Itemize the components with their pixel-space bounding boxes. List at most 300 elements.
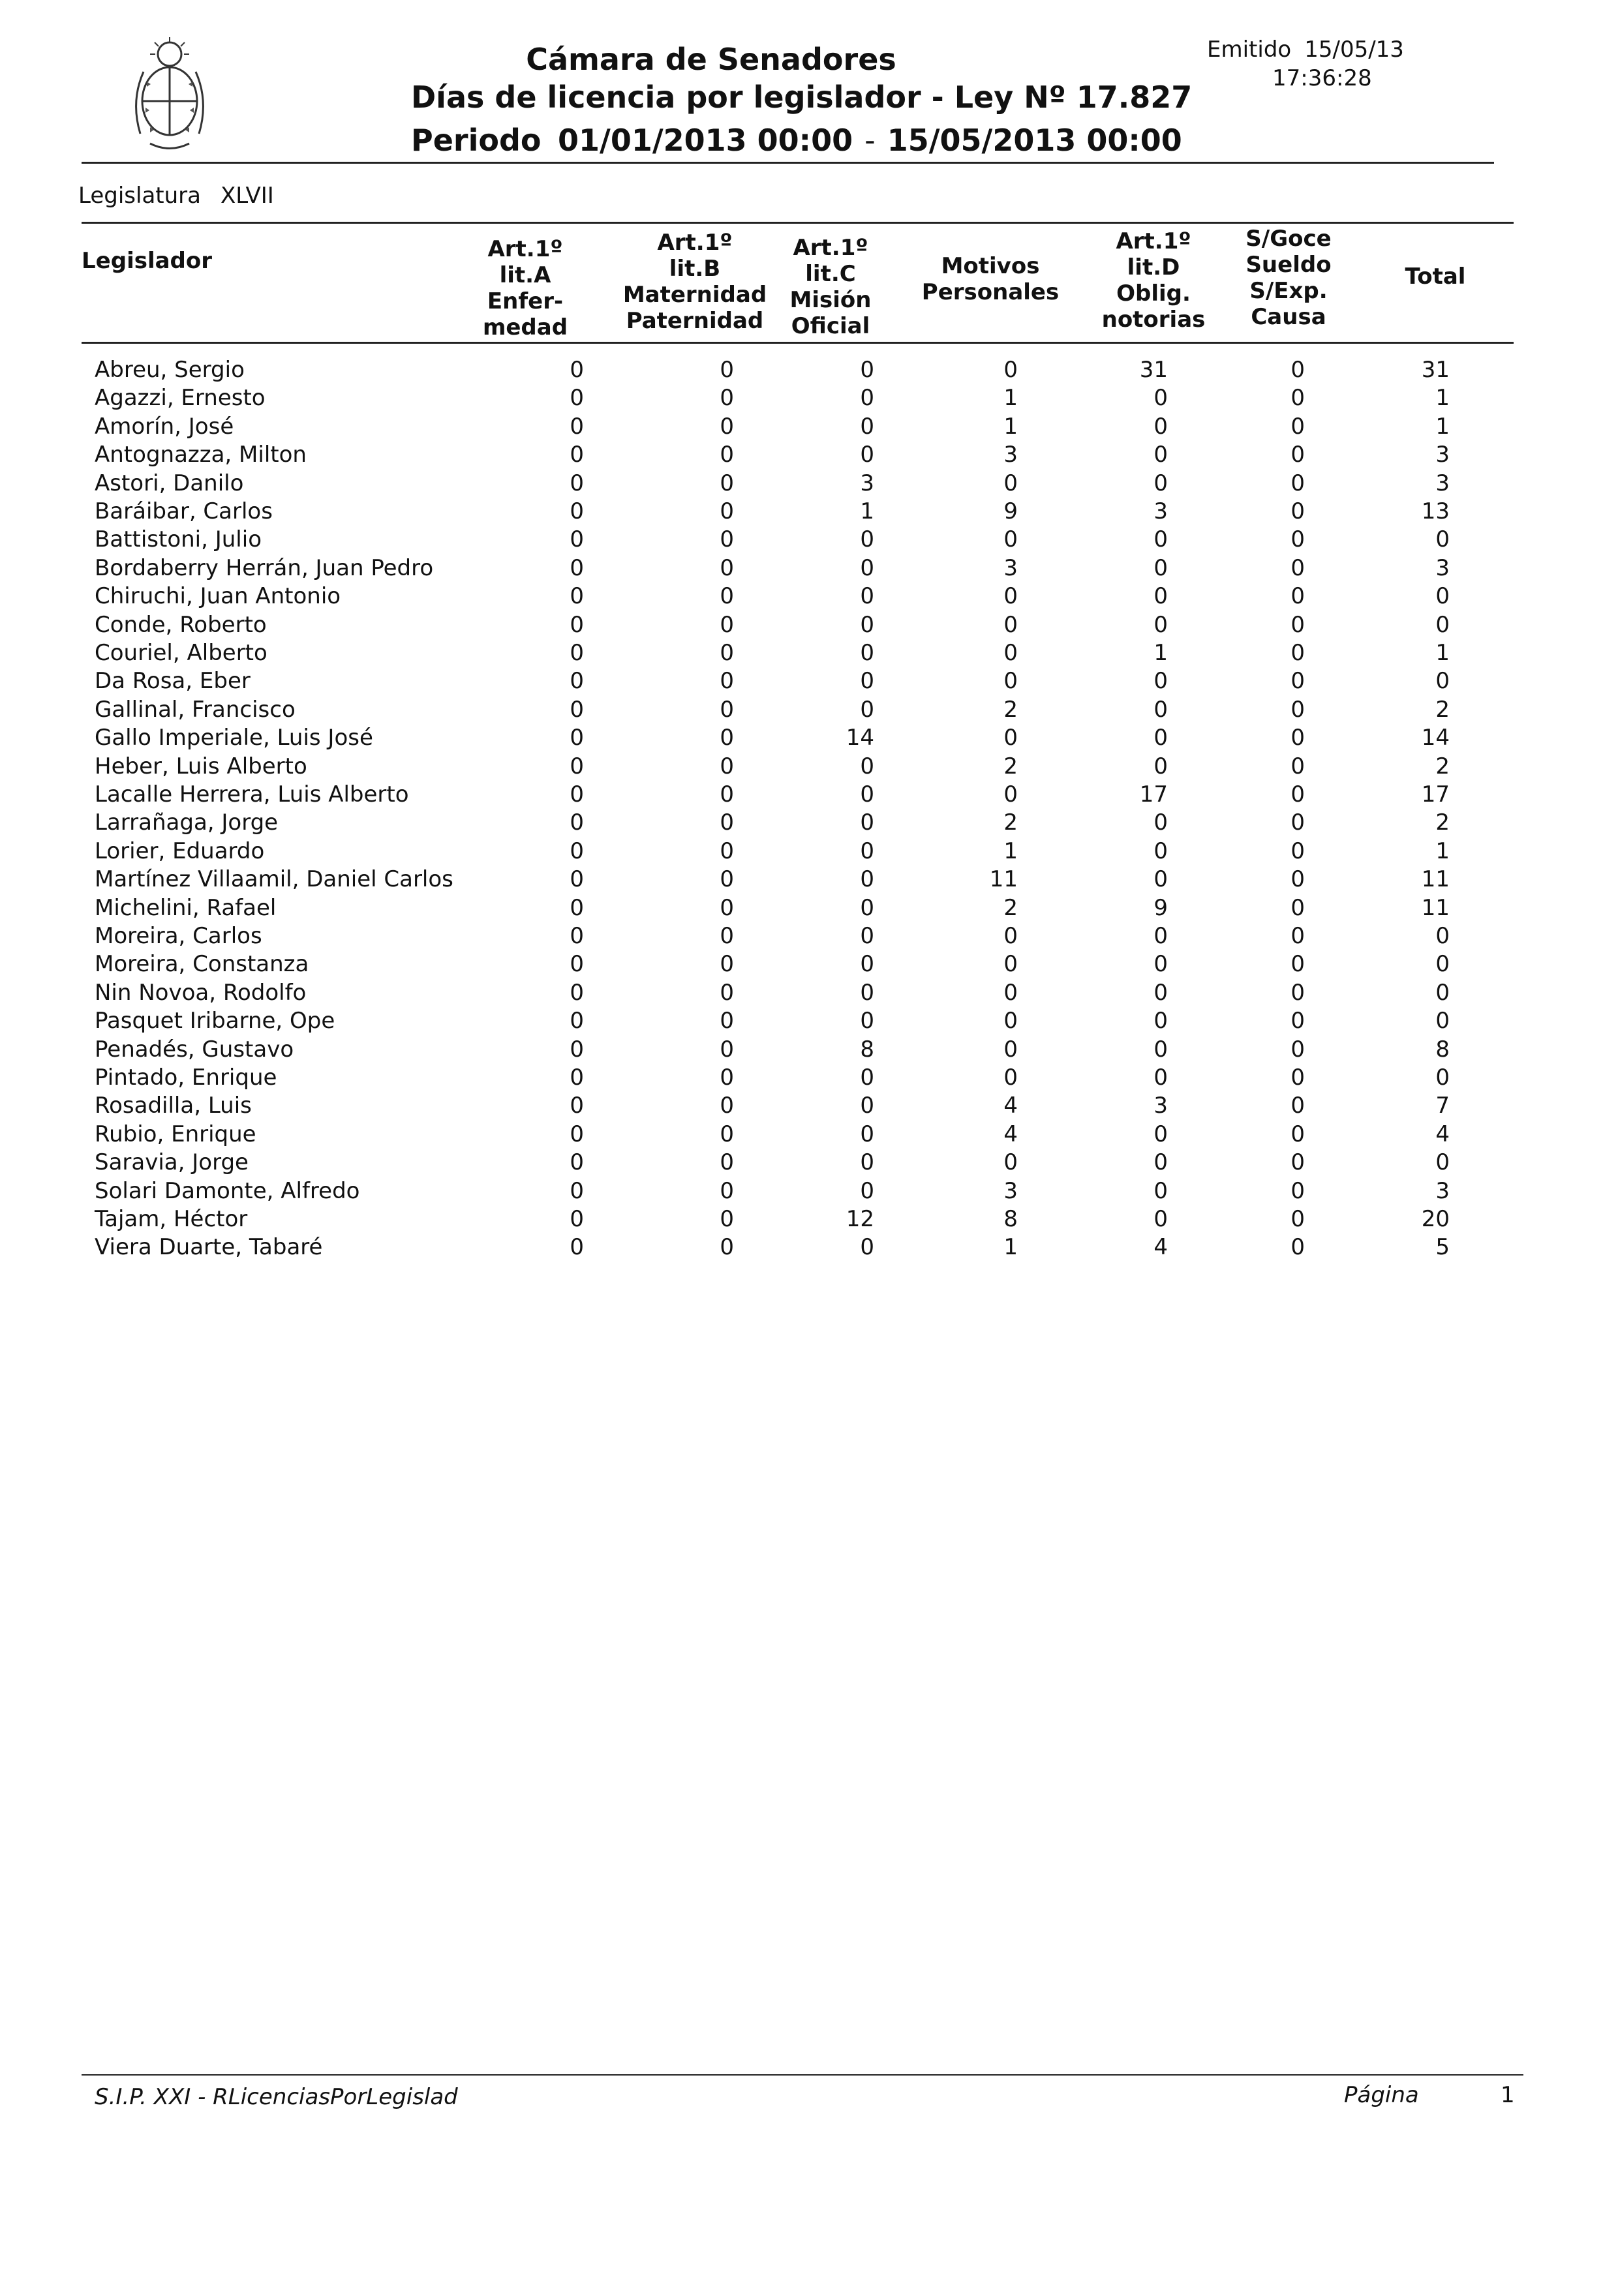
- cell-d: 0: [1153, 1008, 1168, 1035]
- column-header-lit-a: Art.1º lit.A Enfer- medad: [482, 236, 568, 340]
- cell-b: 0: [720, 357, 734, 383]
- cell-sg: 0: [1290, 866, 1305, 893]
- cell-mp: 0: [1003, 979, 1018, 1006]
- cell-a: 0: [570, 554, 584, 581]
- cell-a: 0: [570, 696, 584, 723]
- cell-b: 0: [720, 611, 734, 638]
- cell-d: 0: [1153, 696, 1168, 723]
- cell-sg: 0: [1290, 413, 1305, 440]
- cell-sg: 0: [1290, 1093, 1305, 1119]
- cell-d: 0: [1153, 725, 1168, 751]
- cell-mp: 0: [1003, 1065, 1018, 1091]
- cell-total: 8: [1435, 1036, 1450, 1063]
- cell-sg: 0: [1290, 526, 1305, 553]
- table-row: [0, 1233, 1618, 1261]
- cell-c: 0: [860, 583, 874, 610]
- legislator-name: Nin Novoa, Rodolfo: [95, 979, 307, 1006]
- cell-sg: 0: [1290, 894, 1305, 921]
- cell-b: 0: [720, 1093, 734, 1119]
- table-row: [0, 922, 1618, 950]
- cell-d: 0: [1153, 1177, 1168, 1204]
- cell-d: 0: [1153, 583, 1168, 610]
- cell-sg: 0: [1290, 385, 1305, 412]
- table-header-rule: [82, 342, 1514, 344]
- cell-mp: 8: [1003, 1206, 1018, 1232]
- cell-b: 0: [720, 442, 734, 468]
- cell-c: 0: [860, 1234, 874, 1261]
- legislator-name: Agazzi, Ernesto: [95, 385, 266, 412]
- cell-b: 0: [720, 923, 734, 949]
- cell-b: 0: [720, 413, 734, 440]
- cell-mp: 2: [1003, 696, 1018, 723]
- cell-a: 0: [570, 753, 584, 779]
- cell-c: 0: [860, 696, 874, 723]
- legislator-name: Pasquet Iribarne, Ope: [95, 1008, 335, 1035]
- report-subtitle: Días de licencia por legislador - Ley Nº 17.827: [411, 80, 1193, 115]
- table-row: [0, 781, 1618, 809]
- period-to: 15/05/2013 00:00: [887, 123, 1182, 158]
- cell-c: 0: [860, 1121, 874, 1147]
- cell-c: 0: [860, 554, 874, 581]
- cell-mp: 0: [1003, 1036, 1018, 1063]
- cell-sg: 0: [1290, 470, 1305, 496]
- table-row: [0, 470, 1618, 498]
- cell-a: 0: [570, 1065, 584, 1091]
- column-header-legislador: Legislador: [82, 248, 213, 274]
- cell-b: 0: [720, 696, 734, 723]
- legislator-name: Saravia, Jorge: [95, 1149, 249, 1176]
- cell-d: 0: [1153, 979, 1168, 1006]
- cell-a: 0: [570, 1121, 584, 1147]
- table-row: [0, 1036, 1618, 1064]
- cell-b: 0: [720, 1206, 734, 1232]
- legislator-name: Da Rosa, Eber: [95, 668, 251, 695]
- cell-mp: 0: [1003, 611, 1018, 638]
- cell-d: 0: [1153, 753, 1168, 779]
- period-label: Periodo: [411, 123, 542, 158]
- cell-b: 0: [720, 583, 734, 610]
- coat-of-arms-icon: [121, 36, 219, 153]
- header-divider: [82, 162, 1494, 164]
- cell-mp: 1: [1003, 385, 1018, 412]
- cell-a: 0: [570, 640, 584, 666]
- cell-total: 17: [1421, 781, 1450, 808]
- cell-mp: 2: [1003, 753, 1018, 779]
- footer-system: S.I.P. XXI - RLicenciasPorLegislad: [95, 2084, 458, 2110]
- table-row: [0, 724, 1618, 752]
- cell-total: 5: [1435, 1234, 1450, 1261]
- cell-mp: 1: [1003, 1234, 1018, 1261]
- legislator-name: Larrañaga, Jorge: [95, 809, 279, 836]
- table-row: [0, 809, 1618, 837]
- table-row: [0, 950, 1618, 978]
- cell-b: 0: [720, 1149, 734, 1176]
- cell-b: 0: [720, 1234, 734, 1261]
- table-row: [0, 1064, 1618, 1092]
- cell-sg: 0: [1290, 696, 1305, 723]
- cell-mp: 0: [1003, 470, 1018, 496]
- cell-c: 0: [860, 413, 874, 440]
- cell-a: 0: [570, 385, 584, 412]
- cell-mp: 11: [989, 866, 1018, 893]
- legislator-name: Gallinal, Francisco: [95, 696, 296, 723]
- cell-total: 1: [1435, 385, 1450, 412]
- cell-total: 20: [1421, 1206, 1450, 1232]
- cell-total: 14: [1421, 725, 1450, 751]
- legislature-value: XLVII: [220, 183, 274, 209]
- cell-mp: 0: [1003, 357, 1018, 383]
- table-row: [0, 526, 1618, 554]
- cell-a: 0: [570, 1177, 584, 1204]
- cell-total: 11: [1421, 866, 1450, 893]
- cell-total: 1: [1435, 640, 1450, 666]
- cell-c: 14: [846, 725, 874, 751]
- cell-d: 17: [1139, 781, 1168, 808]
- cell-b: 0: [720, 526, 734, 553]
- cell-mp: 1: [1003, 838, 1018, 864]
- cell-b: 0: [720, 498, 734, 524]
- cell-a: 0: [570, 1206, 584, 1232]
- cell-sg: 0: [1290, 753, 1305, 779]
- cell-total: 3: [1435, 470, 1450, 496]
- cell-d: 0: [1153, 442, 1168, 468]
- cell-sg: 0: [1290, 1206, 1305, 1232]
- cell-sg: 0: [1290, 809, 1305, 836]
- table-row: [0, 894, 1618, 922]
- legislator-name: Lorier, Eduardo: [95, 838, 265, 864]
- cell-mp: 2: [1003, 894, 1018, 921]
- legislator-name: Martínez Villaamil, Daniel Carlos: [95, 866, 453, 893]
- legislator-name: Astori, Danilo: [95, 470, 244, 496]
- cell-sg: 0: [1290, 979, 1305, 1006]
- cell-total: 0: [1435, 1008, 1450, 1035]
- cell-total: 13: [1421, 498, 1450, 524]
- cell-c: 0: [860, 1149, 874, 1176]
- cell-a: 0: [570, 866, 584, 893]
- cell-d: 0: [1153, 866, 1168, 893]
- cell-c: 0: [860, 611, 874, 638]
- legislature-label: Legislatura: [78, 183, 201, 209]
- cell-a: 0: [570, 413, 584, 440]
- cell-c: 0: [860, 838, 874, 864]
- table-row: [0, 639, 1618, 667]
- cell-sg: 0: [1290, 838, 1305, 864]
- legislator-name: Tajam, Héctor: [95, 1206, 248, 1232]
- cell-total: 7: [1435, 1093, 1450, 1119]
- cell-d: 0: [1153, 1065, 1168, 1091]
- table-row: [0, 753, 1618, 781]
- table-row: [0, 384, 1618, 412]
- cell-c: 0: [860, 979, 874, 1006]
- cell-d: 0: [1153, 1149, 1168, 1176]
- cell-sg: 0: [1290, 442, 1305, 468]
- legislator-name: Penadés, Gustavo: [95, 1036, 294, 1063]
- cell-total: 0: [1435, 611, 1450, 638]
- cell-total: 2: [1435, 753, 1450, 779]
- legislator-name: Bordaberry Herrán, Juan Pedro: [95, 554, 434, 581]
- cell-a: 0: [570, 442, 584, 468]
- cell-b: 0: [720, 470, 734, 496]
- cell-c: 0: [860, 1065, 874, 1091]
- legislator-name: Antognazza, Milton: [95, 442, 307, 468]
- cell-mp: 1: [1003, 413, 1018, 440]
- cell-d: 0: [1153, 951, 1168, 978]
- cell-d: 0: [1153, 1121, 1168, 1147]
- cell-sg: 0: [1290, 583, 1305, 610]
- cell-b: 0: [720, 951, 734, 978]
- cell-a: 0: [570, 668, 584, 695]
- table-row: [0, 356, 1618, 384]
- legislator-name: Moreira, Carlos: [95, 923, 262, 949]
- cell-b: 0: [720, 668, 734, 695]
- cell-sg: 0: [1290, 668, 1305, 695]
- legislator-name: Couriel, Alberto: [95, 640, 267, 666]
- cell-b: 0: [720, 809, 734, 836]
- cell-sg: 0: [1290, 1234, 1305, 1261]
- column-header-lit-d: Art.1º lit.D Oblig. notorias: [1101, 228, 1206, 333]
- legislature-line: [78, 183, 274, 209]
- cell-a: 0: [570, 781, 584, 808]
- table-row: [0, 866, 1618, 894]
- cell-c: 8: [860, 1036, 874, 1063]
- cell-mp: 0: [1003, 583, 1018, 610]
- emitted-label: Emitido: [1207, 37, 1292, 63]
- emitted-date: 15/05/13: [1304, 37, 1404, 63]
- cell-d: 0: [1153, 809, 1168, 836]
- cell-a: 0: [570, 725, 584, 751]
- cell-sg: 0: [1290, 725, 1305, 751]
- table-top-rule: [82, 222, 1514, 224]
- cell-mp: 0: [1003, 781, 1018, 808]
- cell-c: 12: [846, 1206, 874, 1232]
- footer-page-label: Página: [1344, 2082, 1419, 2108]
- emitted-date-line: [1207, 37, 1404, 63]
- cell-total: 1: [1435, 413, 1450, 440]
- cell-b: 0: [720, 1036, 734, 1063]
- column-header-motivos-personales: Motivos Personales: [921, 253, 1060, 305]
- cell-c: 0: [860, 385, 874, 412]
- cell-d: 0: [1153, 923, 1168, 949]
- cell-sg: 0: [1290, 1121, 1305, 1147]
- table-row: [0, 1149, 1618, 1177]
- cell-a: 0: [570, 1093, 584, 1119]
- cell-a: 0: [570, 923, 584, 949]
- cell-d: 0: [1153, 668, 1168, 695]
- cell-sg: 0: [1290, 611, 1305, 638]
- legislator-name: Moreira, Constanza: [95, 951, 309, 978]
- cell-c: 0: [860, 1177, 874, 1204]
- legislator-name: Lacalle Herrera, Luis Alberto: [95, 781, 409, 808]
- cell-a: 0: [570, 894, 584, 921]
- cell-mp: 0: [1003, 923, 1018, 949]
- legislator-name: Abreu, Sergio: [95, 357, 245, 383]
- cell-a: 0: [570, 357, 584, 383]
- cell-c: 0: [860, 526, 874, 553]
- cell-c: 0: [860, 866, 874, 893]
- cell-total: 0: [1435, 526, 1450, 553]
- cell-d: 0: [1153, 385, 1168, 412]
- cell-d: 3: [1153, 498, 1168, 524]
- table-row: [0, 611, 1618, 639]
- legislator-name: Heber, Luis Alberto: [95, 753, 307, 779]
- cell-a: 0: [570, 809, 584, 836]
- cell-b: 0: [720, 385, 734, 412]
- legislator-name: Baráibar, Carlos: [95, 498, 273, 524]
- cell-sg: 0: [1290, 1149, 1305, 1176]
- cell-sg: 0: [1290, 498, 1305, 524]
- cell-sg: 0: [1290, 1036, 1305, 1063]
- cell-d: 0: [1153, 1036, 1168, 1063]
- table-row: [0, 582, 1618, 611]
- cell-sg: 0: [1290, 1065, 1305, 1091]
- cell-total: 0: [1435, 923, 1450, 949]
- cell-a: 0: [570, 583, 584, 610]
- cell-sg: 0: [1290, 357, 1305, 383]
- cell-mp: 0: [1003, 1149, 1018, 1176]
- cell-b: 0: [720, 753, 734, 779]
- cell-total: 0: [1435, 583, 1450, 610]
- cell-total: 0: [1435, 979, 1450, 1006]
- cell-d: 0: [1153, 611, 1168, 638]
- cell-a: 0: [570, 470, 584, 496]
- footer-page-number: 1: [1501, 2082, 1515, 2108]
- cell-b: 0: [720, 1177, 734, 1204]
- cell-b: 0: [720, 725, 734, 751]
- cell-mp: 3: [1003, 1177, 1018, 1204]
- cell-total: 3: [1435, 442, 1450, 468]
- legislator-name: Gallo Imperiale, Luis José: [95, 725, 373, 751]
- cell-d: 31: [1139, 357, 1168, 383]
- legislator-name: Conde, Roberto: [95, 611, 267, 638]
- report-period: [411, 123, 1182, 158]
- legislator-name: Amorín, José: [95, 413, 234, 440]
- cell-c: 0: [860, 781, 874, 808]
- cell-b: 0: [720, 1008, 734, 1035]
- cell-c: 0: [860, 951, 874, 978]
- cell-sg: 0: [1290, 781, 1305, 808]
- cell-total: 0: [1435, 1065, 1450, 1091]
- cell-a: 0: [570, 1036, 584, 1063]
- cell-c: 0: [860, 809, 874, 836]
- cell-d: 0: [1153, 554, 1168, 581]
- legislator-name: Rubio, Enrique: [95, 1121, 256, 1147]
- cell-a: 0: [570, 498, 584, 524]
- cell-sg: 0: [1290, 923, 1305, 949]
- cell-c: 0: [860, 1008, 874, 1035]
- cell-total: 2: [1435, 809, 1450, 836]
- cell-b: 0: [720, 1065, 734, 1091]
- column-header-total: Total: [1405, 264, 1466, 290]
- table-row: [0, 838, 1618, 866]
- column-header-sin-goce: S/Goce Sueldo S/Exp. Causa: [1245, 226, 1332, 330]
- cell-d: 0: [1153, 470, 1168, 496]
- cell-total: 3: [1435, 554, 1450, 581]
- table-row: [0, 554, 1618, 582]
- cell-a: 0: [570, 979, 584, 1006]
- legislator-name: Rosadilla, Luis: [95, 1093, 252, 1119]
- legislator-name: Pintado, Enrique: [95, 1065, 277, 1091]
- table-row: [0, 1092, 1618, 1120]
- cell-b: 0: [720, 838, 734, 864]
- cell-b: 0: [720, 554, 734, 581]
- cell-d: 0: [1153, 838, 1168, 864]
- footer-divider: [82, 2074, 1523, 2076]
- legislator-name: Battistoni, Julio: [95, 526, 262, 553]
- cell-c: 0: [860, 894, 874, 921]
- column-header-lit-c: Art.1º lit.C Misión Oficial: [789, 235, 872, 339]
- cell-a: 0: [570, 1008, 584, 1035]
- cell-mp: 0: [1003, 725, 1018, 751]
- period-from: 01/01/2013 00:00: [558, 123, 853, 158]
- table-row: [0, 1007, 1618, 1035]
- legislator-name: Chiruchi, Juan Antonio: [95, 583, 341, 610]
- table-row: [0, 979, 1618, 1007]
- cell-a: 0: [570, 1234, 584, 1261]
- cell-c: 0: [860, 1093, 874, 1119]
- emitted-time: 17:36:28: [1272, 65, 1372, 91]
- cell-total: 0: [1435, 668, 1450, 695]
- cell-b: 0: [720, 894, 734, 921]
- cell-mp: 0: [1003, 526, 1018, 553]
- cell-c: 0: [860, 442, 874, 468]
- cell-mp: 0: [1003, 668, 1018, 695]
- table-row: [0, 413, 1618, 441]
- table-row: [0, 441, 1618, 469]
- cell-d: 0: [1153, 1206, 1168, 1232]
- cell-b: 0: [720, 866, 734, 893]
- cell-c: 0: [860, 668, 874, 695]
- cell-d: 1: [1153, 640, 1168, 666]
- period-separator: -: [864, 123, 876, 158]
- cell-c: 3: [860, 470, 874, 496]
- cell-mp: 2: [1003, 809, 1018, 836]
- table-row: [0, 498, 1618, 526]
- cell-d: 9: [1153, 894, 1168, 921]
- cell-c: 0: [860, 923, 874, 949]
- column-header-lit-b: Art.1º lit.B Maternidad Paternidad: [622, 230, 767, 334]
- cell-mp: 0: [1003, 1008, 1018, 1035]
- cell-d: 0: [1153, 413, 1168, 440]
- cell-total: 31: [1421, 357, 1450, 383]
- table-row: [0, 667, 1618, 695]
- cell-d: 4: [1153, 1234, 1168, 1261]
- cell-mp: 0: [1003, 640, 1018, 666]
- cell-b: 0: [720, 1121, 734, 1147]
- cell-total: 0: [1435, 951, 1450, 978]
- cell-c: 0: [860, 640, 874, 666]
- cell-b: 0: [720, 979, 734, 1006]
- cell-c: 0: [860, 357, 874, 383]
- table-row: [0, 1121, 1618, 1149]
- cell-b: 0: [720, 640, 734, 666]
- cell-mp: 3: [1003, 554, 1018, 581]
- cell-sg: 0: [1290, 640, 1305, 666]
- cell-total: 0: [1435, 1149, 1450, 1176]
- cell-mp: 3: [1003, 442, 1018, 468]
- cell-a: 0: [570, 838, 584, 864]
- report-title: Cámara de Senadores: [526, 42, 896, 77]
- cell-total: 11: [1421, 894, 1450, 921]
- cell-d: 0: [1153, 526, 1168, 553]
- cell-total: 2: [1435, 696, 1450, 723]
- cell-total: 3: [1435, 1177, 1450, 1204]
- cell-a: 0: [570, 526, 584, 553]
- cell-mp: 4: [1003, 1121, 1018, 1147]
- cell-c: 1: [860, 498, 874, 524]
- cell-a: 0: [570, 611, 584, 638]
- cell-total: 1: [1435, 838, 1450, 864]
- cell-b: 0: [720, 781, 734, 808]
